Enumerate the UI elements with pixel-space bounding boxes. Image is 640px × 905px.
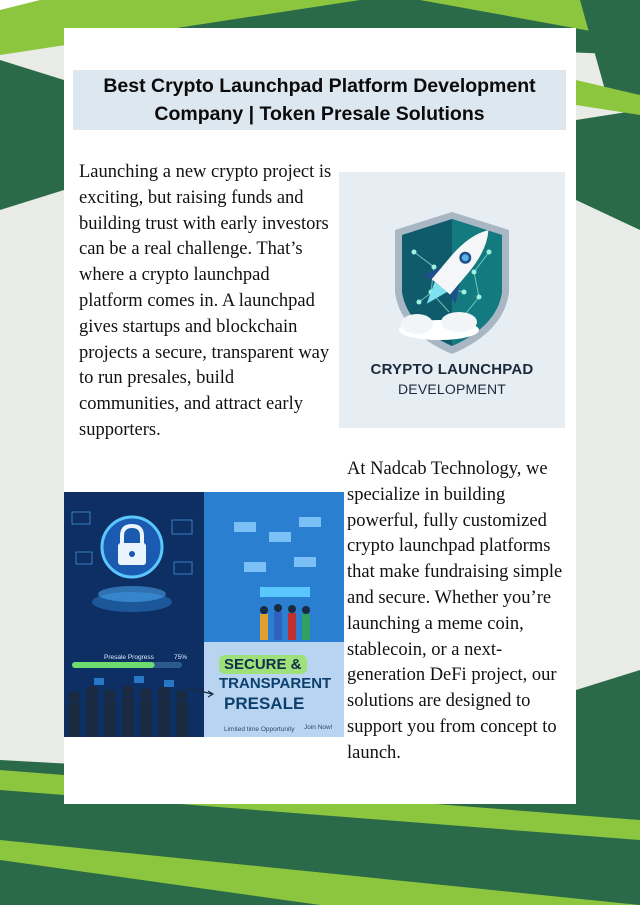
presale-promo-image [64,492,344,737]
logo-subtitle-text: DEVELOPMENT [398,381,506,397]
title-banner [73,70,566,130]
launchpad-logo-image [339,172,565,428]
presale-progress-fill [72,662,155,668]
company-paragraph: At Nadcab Technology, we specialize in building powerful, fully customized crypto launchpad platforms that make fundraising simple and secure. Whether you’re launching a meme coin, stablecoin, or a next-generation DeFi project, our solutions are designed to support you from concept to launch. [347,459,563,763]
promo-footer-text: Limited time Opportunity [224,726,295,733]
logo-title-text: CRYPTO LAUNCHPAD [370,361,534,378]
promo-headline-secure: SECURE & [219,655,307,674]
intro-paragraph: Launching a new crypto project is exciting, but raising funds and building trust with early investors can be a real challenge. That’s where a crypto launchpad platform comes in. A launchpad gives startups and blockchain projects a secure, transparent way to run presales, build communities, and attract early supporters. [79,162,332,440]
promo-headline-presale: PRESALE [224,694,305,713]
page-title: Best Crypto Launchpad Platform Development Company | Token Presale Solutions [103,75,536,125]
document-page [64,28,576,804]
promo-headline-transparent: TRANSPARENT [219,675,332,692]
join-now-button: Join Now! [304,724,333,731]
presale-progress-label: Presale Progress [104,654,154,661]
presale-progress-value: 75% [174,654,188,661]
